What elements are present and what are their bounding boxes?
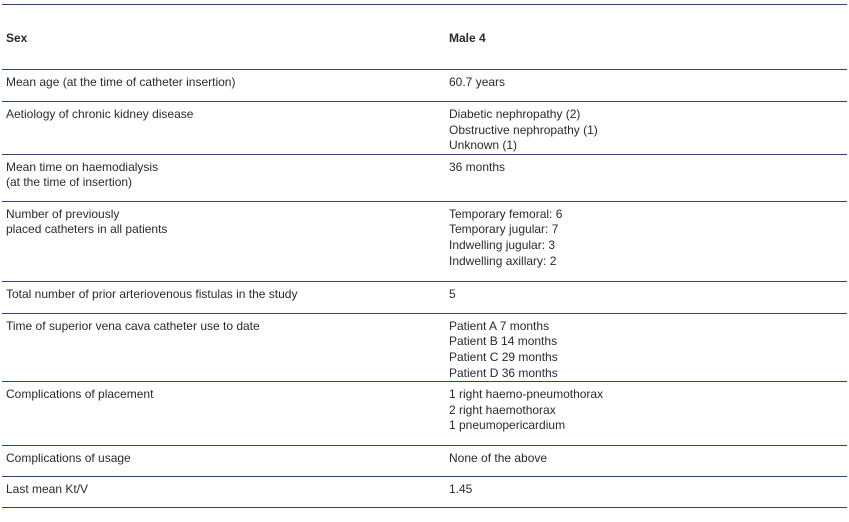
row-value-line: 5 (449, 286, 456, 301)
row-value-line: Obstructive nephropathy (1) (449, 122, 598, 137)
row-label-line: Time of superior vena cava catheter use to date (6, 318, 260, 333)
table-row (2, 477, 847, 508)
table-row (2, 313, 847, 381)
row-value-line: None of the above (449, 451, 548, 466)
table-row (2, 201, 847, 281)
patient-characteristics-table (2, 4, 847, 508)
row-label-cell (2, 102, 448, 155)
row-value-line: Temporary jugular: 7 (449, 222, 559, 237)
table-row (2, 281, 847, 313)
row-label-cell (2, 281, 448, 313)
row-value (449, 70, 847, 91)
row-label-line: Aetiology of chronic kidney disease (6, 107, 194, 121)
row-value (449, 446, 847, 467)
row-label (6, 282, 448, 303)
row-label-cell (2, 154, 448, 201)
row-value-cell (448, 281, 847, 313)
row-value (449, 102, 847, 154)
row-value-line: Patient D 36 months (449, 365, 558, 380)
row-value-line: Diabetic nephropathy (2) (449, 107, 581, 121)
row-value-cell (448, 102, 847, 155)
row-value (449, 477, 847, 498)
row-value-line: Temporary femoral: 6 (449, 206, 563, 221)
row-value-line: 1.45 (449, 482, 473, 497)
row-label-cell (2, 201, 448, 281)
row-value-line: Patient A 7 months (449, 318, 550, 333)
row-value-line: Patient B 14 months (449, 334, 558, 349)
row-label (6, 102, 448, 123)
header-value: Male 4 (449, 30, 486, 45)
row-label-cell (2, 382, 448, 446)
row-value-cell (448, 154, 847, 201)
table-row (2, 102, 847, 155)
table-row (2, 446, 847, 477)
row-value-line: 2 right haemothorax (449, 402, 556, 417)
header-value-cell (448, 5, 847, 70)
row-label-line: Complications of placement (6, 387, 154, 402)
row-value (449, 314, 847, 381)
row-value-line: 1 pneumopericardium (449, 418, 566, 433)
row-label-line: placed catheters in all patients (6, 222, 168, 237)
row-label-line: Total number of prior arteriovenous fistulas in the study (6, 286, 298, 301)
row-value-cell (448, 70, 847, 102)
row-value-cell (448, 477, 847, 508)
table-row (2, 70, 847, 102)
header-label-cell (2, 5, 448, 70)
row-value (449, 382, 847, 434)
row-label (6, 314, 448, 335)
row-label (6, 202, 448, 238)
table-body (2, 70, 847, 508)
row-value-line: 60.7 years (449, 75, 506, 89)
row-value-line: Patient C 29 months (449, 349, 558, 364)
table-header (2, 5, 847, 70)
row-label-cell (2, 477, 448, 508)
table-row (2, 382, 847, 446)
row-value-cell (448, 313, 847, 381)
row-label-line: Last mean Kt/V (6, 482, 89, 497)
patient-characteristics-table-wrapper (0, 4, 849, 522)
row-value-line: 36 months (449, 159, 506, 174)
row-label-line: Mean age (at the time of catheter insertion) (6, 75, 236, 89)
row-value-line: Indwelling axillary: 2 (449, 253, 557, 268)
row-label (6, 446, 448, 467)
row-value (449, 202, 847, 269)
row-label-line: Number of previously (6, 206, 120, 221)
row-label-line: Complications of usage (6, 451, 131, 466)
row-value-line: Unknown (1) (449, 138, 518, 153)
row-value-cell (448, 382, 847, 446)
row-label-cell (2, 446, 448, 477)
row-label-line: (at the time of insertion) (6, 175, 133, 190)
header-label: Sex (6, 30, 28, 45)
row-label-cell (2, 313, 448, 381)
row-value-line: 1 right haemo-pneumothorax (449, 387, 604, 402)
row-label (6, 382, 448, 403)
table-row (2, 154, 847, 201)
row-label (6, 70, 448, 91)
row-value-line: Indwelling jugular: 3 (449, 237, 556, 252)
row-value (449, 282, 847, 303)
row-label-line: Mean time on haemodialysis (6, 159, 159, 174)
row-value-cell (448, 446, 847, 477)
row-label-cell (2, 70, 448, 102)
row-value-cell (448, 201, 847, 281)
header-row (2, 5, 847, 70)
row-label (6, 155, 448, 191)
row-value (449, 155, 847, 176)
row-label (6, 477, 448, 498)
